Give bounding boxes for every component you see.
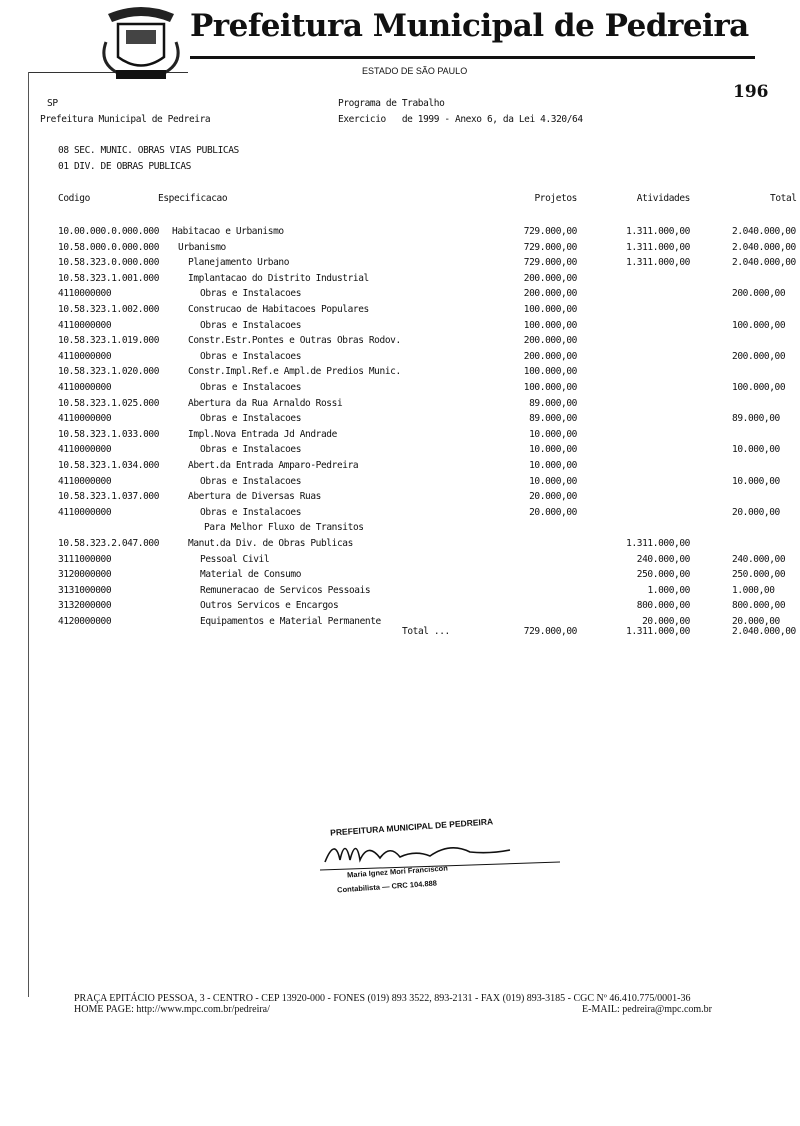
row-projetos: 729.000,00	[523, 226, 577, 237]
header-entity: Prefeitura Municipal de Pedreira	[40, 114, 211, 125]
row-total: 20.000,00	[732, 616, 780, 627]
row-code: 10.58.323.0.000.000	[58, 257, 160, 269]
row-code: 3111000000	[58, 553, 112, 565]
table-row	[0, 476, 800, 491]
col-atividades: Atividades	[636, 193, 690, 204]
page-number: 196	[733, 82, 769, 102]
col-code: Codigo	[58, 193, 90, 204]
row-total: 10.000,00	[732, 444, 780, 456]
header-uf: SP	[47, 98, 58, 109]
col-total: Total	[770, 193, 797, 204]
row-description: Obras e Instalacoes	[200, 382, 302, 393]
org-secretariat: 08 SEC. MUNIC. OBRAS VIAS PUBLICAS	[58, 145, 239, 156]
row-atividades: 240.000,00	[636, 553, 690, 565]
row-code: 4110000000	[58, 444, 112, 456]
row-projetos: 200.000,00	[523, 335, 577, 347]
row-description: Abertura de Diversas Ruas	[188, 491, 321, 503]
row-total: 1.000,00	[732, 584, 775, 596]
row-description: Pessoal Civil	[200, 553, 270, 565]
org-division: 01 DIV. DE OBRAS PUBLICAS	[58, 161, 191, 172]
row-total: 10.000,00	[732, 475, 780, 487]
row-description: Manut.da Div. de Obras Publicas	[188, 538, 353, 549]
row-total: 240.000,00	[732, 553, 786, 565]
totals-row	[0, 626, 800, 641]
row-projetos: 200.000,00	[523, 350, 577, 362]
row-code: 3132000000	[58, 600, 112, 612]
row-description: Impl.Nova Entrada Jd Andrade	[188, 428, 337, 440]
row-projetos: 100.000,00	[523, 366, 577, 378]
row-code: 4110000000	[58, 506, 112, 518]
table-row	[0, 288, 800, 303]
row-atividades: 1.311.000,00	[626, 226, 690, 237]
row-code: 10.58.323.1.001.000	[58, 272, 160, 284]
row-code: 10.58.323.1.034.000	[58, 460, 160, 471]
row-code: 4110000000	[58, 288, 112, 300]
row-description: Implantacao do Distrito Industrial	[188, 272, 369, 284]
footer-address: PRAÇA EPITÁCIO PESSOA, 3 - CENTRO - CEP 13920-000 - FONES (019) 893 3522, 893-2131 - FAX (019) 893-3185 - CGC Nº 46.410.775/0001-36	[74, 993, 691, 1004]
table-row	[0, 226, 800, 241]
row-projetos: 10.000,00	[529, 428, 577, 440]
table-row	[0, 585, 800, 600]
row-code: 10.58.323.1.020.000	[58, 366, 160, 378]
row-projetos: 20.000,00	[529, 491, 577, 503]
row-code: 10.58.323.1.037.000	[58, 491, 160, 503]
row-atividades: 20.000,00	[642, 616, 690, 627]
row-description: Obras e Instalacoes	[200, 413, 302, 425]
row-atividades: 1.311.000,00	[626, 241, 690, 253]
row-description: Material de Consumo	[200, 569, 302, 581]
row-atividades: 1.311.000,00	[626, 538, 690, 549]
row-description: Urbanismo	[178, 241, 226, 253]
row-total: 200.000,00	[732, 350, 786, 362]
row-projetos: 10.000,00	[529, 444, 577, 456]
col-projetos: Projetos	[534, 193, 577, 204]
municipal-crest-logo	[98, 2, 184, 84]
totals-atividades: 1.311.000,00	[626, 626, 690, 637]
table-row	[0, 413, 800, 428]
totals-projetos: 729.000,00	[523, 626, 577, 637]
row-projetos: 100.000,00	[523, 382, 577, 393]
table-row	[0, 257, 800, 272]
row-description: Outros Servicos e Encargos	[200, 600, 339, 612]
row-code: 3131000000	[58, 584, 112, 596]
row-code: 10.00.000.0.000.000	[58, 226, 160, 237]
row-projetos: 729.000,00	[523, 241, 577, 253]
table-row	[0, 444, 800, 459]
totals-total: 2.040.000,00	[732, 626, 796, 637]
row-projetos: 100.000,00	[523, 319, 577, 331]
table-row	[0, 600, 800, 615]
table-row	[0, 491, 800, 506]
table-row	[0, 522, 800, 537]
col-spec: Especificacao	[158, 193, 228, 204]
table-row	[0, 320, 800, 335]
table-row	[0, 569, 800, 584]
table-row	[0, 507, 800, 522]
table-row	[0, 366, 800, 381]
row-code: 4120000000	[58, 616, 112, 627]
row-description: Obras e Instalacoes	[200, 506, 302, 518]
row-code: 10.58.323.1.019.000	[58, 335, 160, 347]
row-description: Para Melhor Fluxo de Transitos	[204, 522, 364, 534]
table-row	[0, 304, 800, 319]
row-projetos: 200.000,00	[523, 272, 577, 284]
row-projetos: 200.000,00	[523, 288, 577, 300]
footer-email: E-MAIL: pedreira@mpc.com.br	[582, 1004, 712, 1015]
header-exercise: Exercicio de 1999 - Anexo 6, da Lei 4.320/64	[338, 114, 583, 125]
row-code: 10.58.323.1.033.000	[58, 428, 160, 440]
row-atividades: 1.311.000,00	[626, 257, 690, 269]
row-description: Equipamentos e Material Permanente	[200, 616, 381, 627]
row-code: 10.58.323.1.025.000	[58, 397, 160, 409]
row-projetos: 10.000,00	[529, 460, 577, 471]
row-description: Abertura da Rua Arnaldo Rossi	[188, 397, 343, 409]
row-total: 2.040.000,00	[732, 257, 796, 269]
row-total: 250.000,00	[732, 569, 786, 581]
row-description: Constr.Impl.Ref.e Ampl.de Predios Munic.	[188, 366, 401, 378]
signature-stamp: PREFEITURA MUNICIPAL DE PEDREIRA	[329, 816, 494, 838]
table-row	[0, 460, 800, 475]
row-description: Construcao de Habitacoes Populares	[188, 304, 369, 315]
table-row	[0, 273, 800, 288]
letterhead-title: Prefeitura Municipal de Pedreira	[190, 8, 749, 44]
row-code: 10.58.323.1.002.000	[58, 304, 160, 315]
table-row	[0, 398, 800, 413]
row-atividades: 1.000,00	[647, 584, 690, 596]
row-description: Abert.da Entrada Amparo-Pedreira	[188, 460, 359, 471]
table-row	[0, 554, 800, 569]
table-row	[0, 242, 800, 257]
row-code: 10.58.000.0.000.000	[58, 241, 160, 253]
row-projetos: 10.000,00	[529, 475, 577, 487]
row-total: 89.000,00	[732, 413, 780, 425]
row-code: 10.58.323.2.047.000	[58, 538, 160, 549]
row-total: 100.000,00	[732, 319, 786, 331]
totals-label: Total ...	[402, 626, 450, 637]
row-atividades: 250.000,00	[636, 569, 690, 581]
header-program: Programa de Trabalho	[338, 98, 445, 109]
row-total: 2.040.000,00	[732, 226, 796, 237]
row-code: 4110000000	[58, 319, 112, 331]
row-projetos: 100.000,00	[523, 304, 577, 315]
signer-name: Maria Ignez Mori Franciscon	[346, 863, 449, 880]
row-total: 20.000,00	[732, 506, 780, 518]
row-description: Remuneracao de Servicos Pessoais	[200, 584, 371, 596]
table-row	[0, 351, 800, 366]
row-description: Obras e Instalacoes	[200, 350, 302, 362]
row-description: Habitacao e Urbanismo	[172, 226, 284, 237]
table-row	[0, 335, 800, 350]
row-projetos: 89.000,00	[529, 413, 577, 425]
letterhead-state: ESTADO DE SÃO PAULO	[362, 66, 468, 76]
row-total: 200.000,00	[732, 288, 786, 300]
row-total: 2.040.000,00	[732, 241, 796, 253]
footer-homepage: HOME PAGE: http://www.mpc.com.br/pedreira/	[74, 1004, 270, 1015]
row-total: 100.000,00	[732, 382, 786, 393]
table-row	[0, 382, 800, 397]
signer-role: Contabilista — CRC 104.888	[336, 878, 438, 895]
row-code: 4110000000	[58, 475, 112, 487]
table-row	[0, 538, 800, 553]
table-row	[0, 429, 800, 444]
table-header	[0, 193, 800, 208]
row-description: Obras e Instalacoes	[200, 288, 302, 300]
row-description: Obras e Instalacoes	[200, 319, 302, 331]
row-projetos: 89.000,00	[529, 397, 577, 409]
row-total: 800.000,00	[732, 600, 786, 612]
row-projetos: 729.000,00	[523, 257, 577, 269]
row-description: Obras e Instalacoes	[200, 444, 302, 456]
row-code: 3120000000	[58, 569, 112, 581]
row-description: Constr.Estr.Pontes e Outras Obras Rodov.	[188, 335, 401, 347]
row-code: 4110000000	[58, 382, 112, 393]
row-description: Planejamento Urbano	[188, 257, 290, 269]
title-underline	[190, 56, 755, 59]
row-projetos: 20.000,00	[529, 506, 577, 518]
row-code: 4110000000	[58, 413, 112, 425]
row-atividades: 800.000,00	[636, 600, 690, 612]
row-code: 4110000000	[58, 350, 112, 362]
row-description: Obras e Instalacoes	[200, 475, 302, 487]
